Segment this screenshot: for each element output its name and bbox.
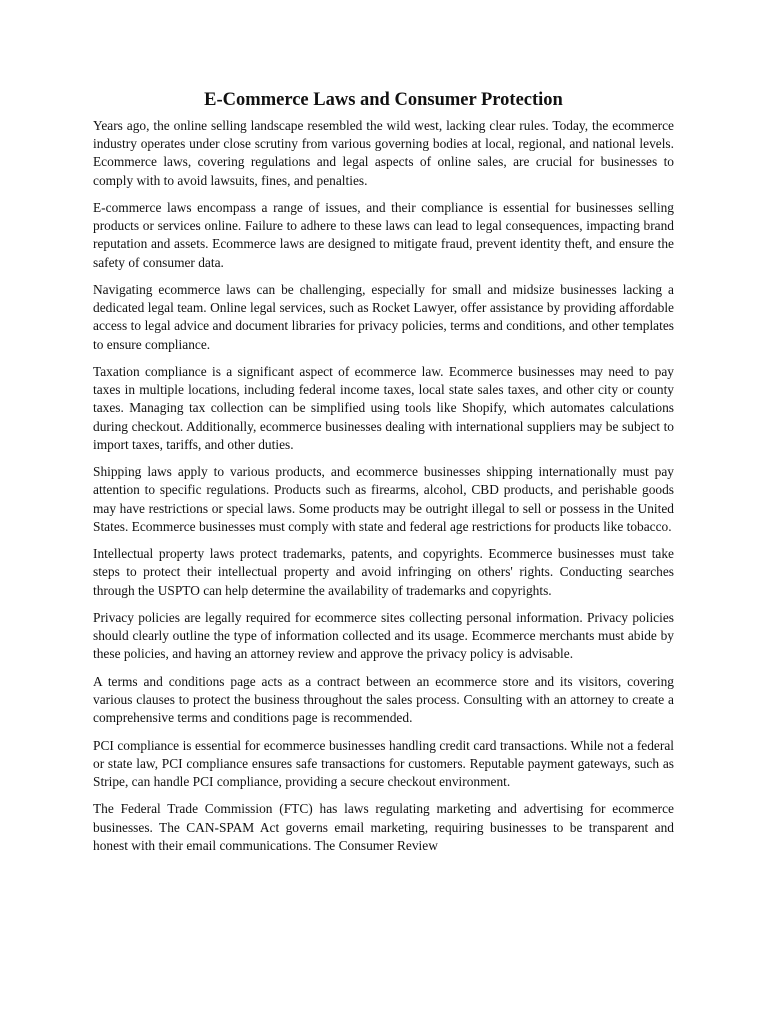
paragraph-terms: A terms and conditions page acts as a contract between an ecommerce store and its visitors, covering various clauses to protect the business throughout the sales process. Consulting with an attorney to create a comprehensive terms and conditions page is recommended. xyxy=(93,673,674,726)
paragraph-compliance: E-commerce laws encompass a range of issues, and their compliance is essential for businesses selling products or services online. Failure to adhere to these laws can lead to legal consequences, impacting brand reputation and assets. Ecommerce laws are designed to mitigate fraud, prevent identity theft, and ensure the safety of consumer data. xyxy=(93,200,674,270)
paragraph-pci: PCI compliance is essential for ecommerce businesses handling credit card transactions. While not a federal or state law, PCI compliance ensures safe transactions for customers. Reputable payment gateways, such as Stripe, can handle PCI compliance, providing a secure checkout environment. xyxy=(93,737,674,789)
paragraph-taxation: Taxation compliance is a significant aspect of ecommerce law. Ecommerce businesses may need to pay taxes in multiple locations, including federal income taxes, local state sales taxes, and other city or county taxes. Managing tax collection can be simplified using tools like Shopify, which automates calculations during checkout. Additionally, ecommerce businesses dealing with international suppliers may be subject to import taxes, tariffs, and other duties. xyxy=(93,364,674,452)
paragraph-intro: Years ago, the online selling landscape resembled the wild west, lacking clear rules. Today, the ecommerce industry operates under close scrutiny from various governing bodies at local, regional, and national levels. Ecommerce laws, covering regulations and legal aspects of online sales, are crucial for businesses to comply with to avoid lawsuits, fines, and penalties. xyxy=(93,118,674,188)
paragraph-privacy: Privacy policies are legally required for ecommerce sites collecting personal information. Privacy policies should clearly outline the type of information collected and its usage. Ecommerce merchants must abide by these policies, and having an attorney review and approve the privacy policy is advisable. xyxy=(93,610,674,662)
document-title: E-Commerce Laws and Consumer Protection xyxy=(204,90,563,110)
paragraph-legal-services: Navigating ecommerce laws can be challenging, especially for small and midsize businesses lacking a dedicated legal team. Online legal services, such as Rocket Lawyer, offer assistance by providing affordable access to legal advice and document libraries for privacy policies, terms and conditions, and other templates to ensure compliance. xyxy=(93,282,674,352)
document-page xyxy=(93,89,674,935)
paragraph-ftc: The Federal Trade Commission (FTC) has laws regulating marketing and advertising for ecommerce businesses. The CAN-SPAM Act governs email marketing, requiring businesses to be transparent and honest with their email communications. The Consumer Review xyxy=(93,801,674,853)
paragraph-shipping: Shipping laws apply to various products, and ecommerce businesses shipping internationally must pay attention to specific regulations. Products such as firearms, alcohol, CBD products, and perishable goods may have restrictions or special laws. Some products may be outright illegal to sell or possess in the United States. Ecommerce businesses must comply with state and federal age restrictions for products like tobacco. xyxy=(93,464,674,534)
paragraph-intellectual-property: Intellectual property laws protect trademarks, patents, and copyrights. Ecommerce businesses must take steps to protect their intellectual property and avoid infringing on others' rights. Conducting searches through the USPTO can help determine the availability of trademarks and copyrights. xyxy=(93,546,674,598)
